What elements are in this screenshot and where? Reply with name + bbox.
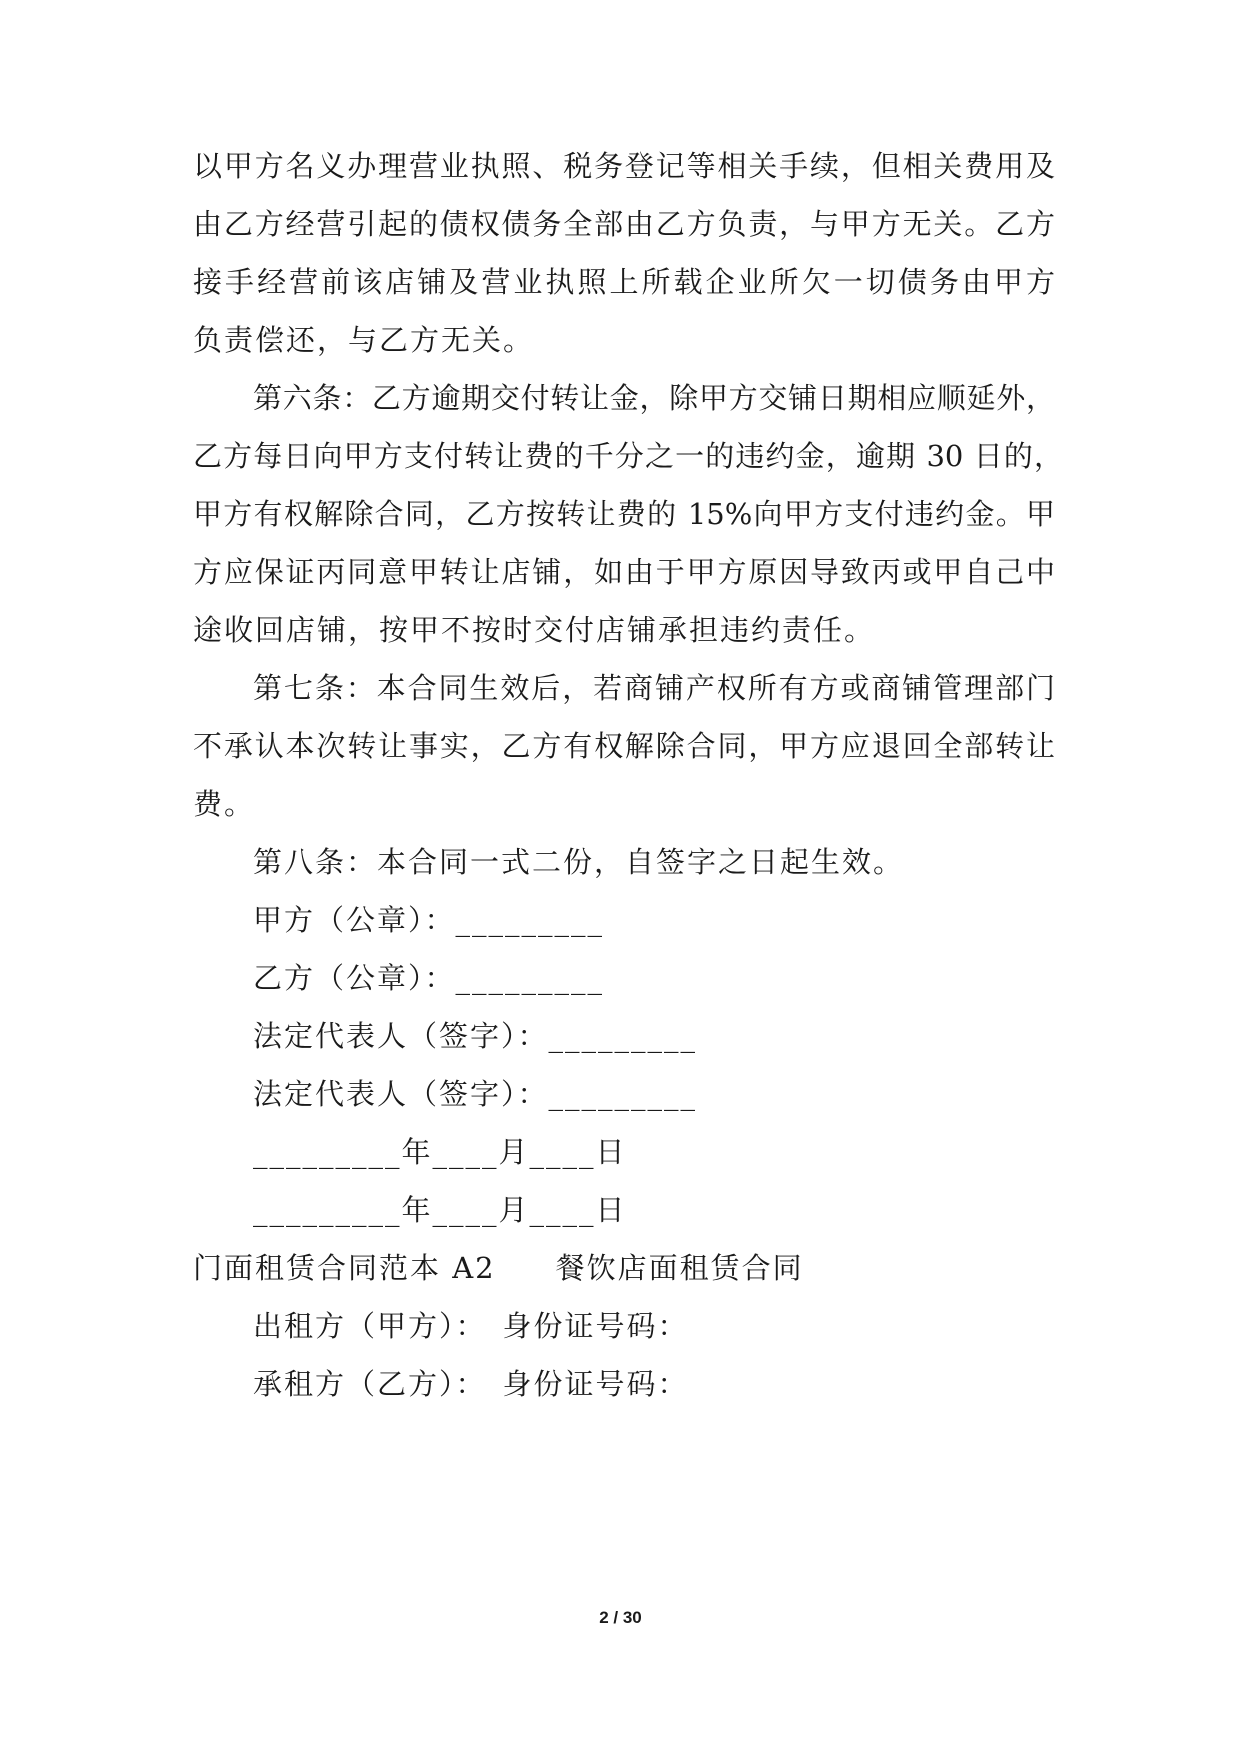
lessor-label: 出租方（甲方）：	[253, 1309, 487, 1343]
paragraph-line: 乙方每日向甲方支付转让费的千分之一的违约金，逾期 30 日的，	[193, 439, 1063, 473]
section-title: 门面租赁合同范本 A2	[193, 1251, 496, 1285]
paragraph-line: 以甲方名义办理营业执照、税务登记等相关手续，但相关费用及	[193, 149, 1055, 183]
section-subtitle: 餐饮店面租赁合同	[555, 1251, 804, 1285]
article-8-line: 第八条：本合同一式二份，自签字之日起生效。	[253, 845, 905, 879]
date-line: _________年____月____日	[253, 1193, 627, 1227]
page-number: 2 / 30	[599, 1608, 642, 1627]
paragraph-line: 费。	[193, 787, 256, 821]
paragraph-line: 方应保证丙同意甲转让店铺，如由于甲方原因导致丙或甲自己中	[193, 555, 1055, 589]
party-b-seal-line: 乙方（公章）：_________	[253, 961, 605, 995]
legal-representative-signature-line: 法定代表人（签字）：_________	[253, 1077, 698, 1111]
paragraph-line: 负责偿还，与乙方无关。	[193, 323, 535, 357]
lessor-id-label: 身份证号码：	[502, 1309, 689, 1343]
party-a-seal-line: 甲方（公章）：_________	[253, 903, 605, 937]
lessee-label: 承租方（乙方）：	[253, 1367, 487, 1401]
article-6-heading-line: 第六条：乙方逾期交付转让金，除甲方交铺日期相应顺延外，	[253, 381, 1055, 415]
paragraph-line: 由乙方经营引起的债权债务全部由乙方负责，与甲方无关。乙方	[193, 207, 1055, 241]
lessor-line	[253, 1306, 689, 1346]
lessee-line	[253, 1364, 689, 1404]
paragraph-line: 接手经营前该店铺及营业执照上所载企业所欠一切债务由甲方	[193, 265, 1055, 299]
date-line: _________年____月____日	[253, 1135, 627, 1169]
lessee-id-label: 身份证号码：	[502, 1367, 689, 1401]
paragraph-line: 甲方有权解除合同，乙方按转让费的 15%向甲方支付违约金。甲	[193, 497, 1055, 531]
legal-representative-signature-line: 法定代表人（签字）：_________	[253, 1019, 698, 1053]
section-heading	[193, 1248, 804, 1288]
paragraph-line: 途收回店铺，按甲不按时交付店铺承担违约责任。	[193, 613, 876, 647]
article-7-heading-line: 第七条：本合同生效后，若商铺产权所有方或商铺管理部门	[253, 671, 1055, 705]
paragraph-line: 不承认本次转让事实，乙方有权解除合同，甲方应退回全部转让	[193, 729, 1055, 763]
